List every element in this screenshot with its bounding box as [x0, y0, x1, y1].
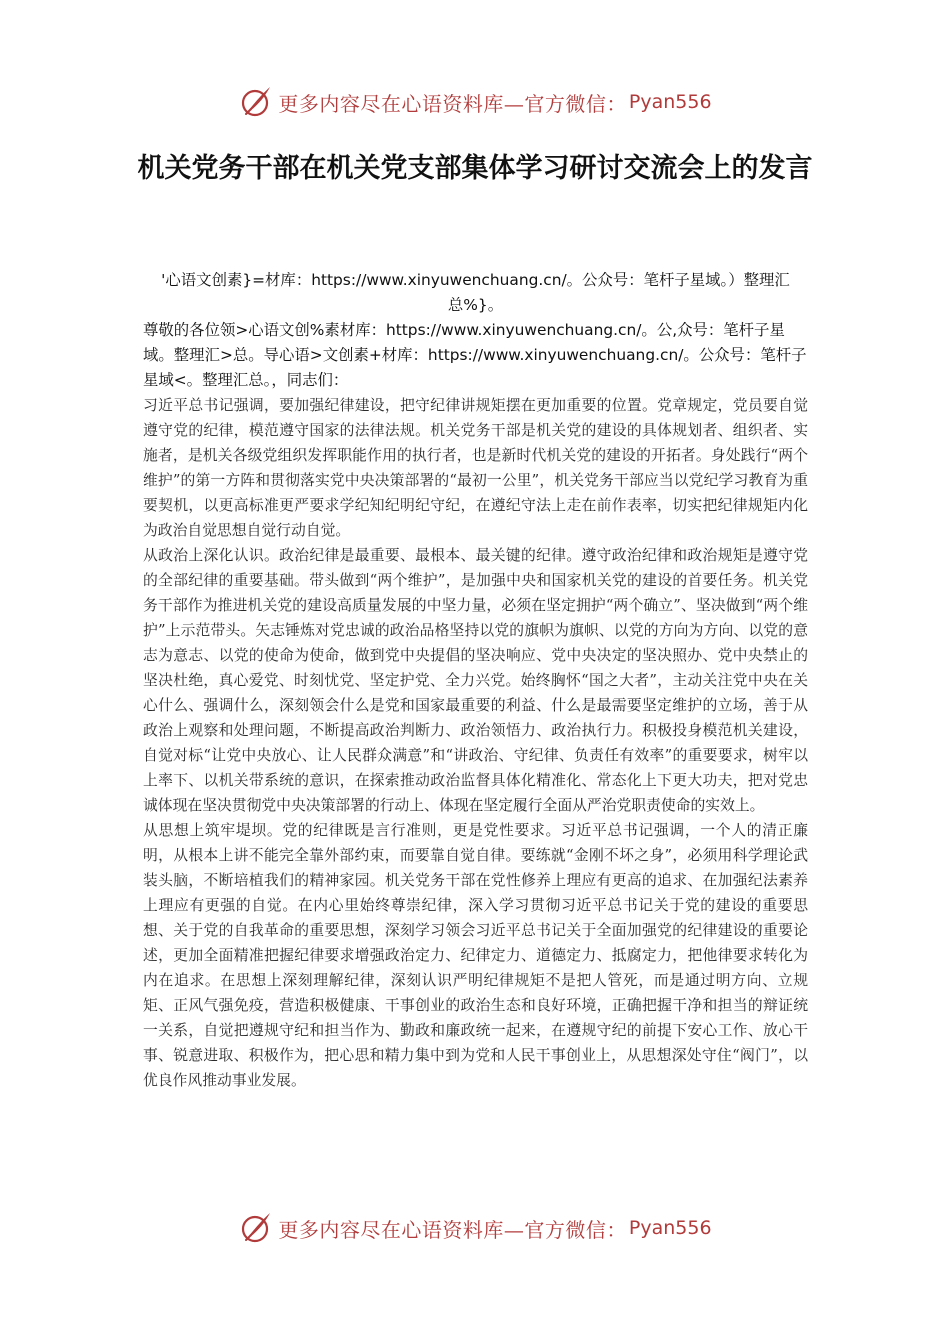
banner-wechat-id: Pyan556: [628, 1217, 712, 1239]
paragraph-intro: 习近平总书记强调，要加强纪律建设，把守纪律讲规矩摆在更加重要的位置。党章规定，党员要自觉遵守党的纪律，模范遵守国家的法律法规。机关党务干部是机关党的建设的具体规划者、组织者、实施者，是机关各级党组织发挥职能作用的执行者，也是新时代机关党的建设的开拓者。身处践行“两个维护”的第一方阵和贯彻落实党中央决策部署的“最初一公里”，机关党务干部应当以党纪学习教育为重要契机，以更高标准更严要求学纪知纪明纪守纪，在遵纪守法上走在前作表率，切实把纪律规矩内化为政治自觉思想自觉行动自觉。: [143, 397, 808, 539]
document-title: 机关党务干部在机关党支部集体学习研讨交流会上的发言: [137, 153, 813, 184]
banner-text: 更多内容尽在心语资料库—官方微信：: [278, 91, 627, 116]
banner-wechat-id: Pyan556: [628, 91, 712, 113]
banner-text: 更多内容尽在心语资料库—官方微信：: [278, 1217, 627, 1242]
paragraph-political: 从政治上深化认识。政治纪律是最重要、最根本、最关键的纪律。遵守政治纪律和政治规矩是遵守党的全部纪律的重要基础。带头做到“两个维护”，是加强中央和国家机关党的建设的首要任务。机关党务干部作为推进机关党的建设高质量发展的中坚力量，必须在坚定拥护“两个确立”、坚决做到“两个维护”上示范带头。矢志锤炼对党忠诚的政治品格坚持以党的旗帜为旗帜、以党的方向为方向、以党的意志为意志、以党的使命为使命，做到党中央提倡的坚决响应、党中央决定的坚决照办、党中央禁止的坚决杜绝，真心爱党、时刻忧党、坚定护党、全力兴党。始终胸怀“国之大者”，主动关注党中央在关心什么、强调什么，深刻领会什么是党和国家最重要的利益、什么是最需要坚定维护的立场，善于从政治上观察和处理问题，不断提高政治判断力、政治领悟力、政治执行力。积极投身模范机关建设，自觉对标“让党中央放心、让人民群众满意”和“讲政治、守纪律、负责任有效率”的重要要求，树牢以上率下、以机关带系统的意识，在探索推动政治监督具体化精准化、常态化上下更大功夫，把对党忠诚体现在坚决贯彻党中央决策部署的行动上、体现在坚定履行全面从严治党职责使命的实效上。: [143, 547, 808, 814]
source-note: '心语文创素}=材库：https://www.xinyuwenchuang.cn/。公众号：笔杆子星域。）整理汇总%}。: [161, 271, 790, 314]
footer-banner: [0, 1206, 950, 1250]
quill-logo-icon: [238, 1210, 274, 1246]
paragraph-ideological: 从思想上筑牢堤坝。党的纪律既是言行准则，更是党性要求。习近平总书记强调，一个人的清正廉明，从根本上讲不能完全靠外部约束，而要靠自觉自律。要练就“金刚不坏之身”，必须用科学理论武装头脑，不断培植我们的精神家园。机关党务干部在党性修养上理应有更高的追求、在加强纪法素养上理应有更强的自觉。在内心里始终尊崇纪律，深入学习贯彻习近平总书记关于党的建设的重要思想、关于党的自我革命的重要思想，深刻学习领会习近平总书记关于全面加强党的纪律建设的重要论述，更加全面精准把握纪律要求增强政治定力、纪律定力、道德定力、抵腐定力，把他律要求转化为内在追求。在思想上深刻理解纪律，深刻认识严明纪律规矩不是把人管死，而是通过明方向、立规矩、正风气强免疫，营造积极健康、干事创业的政治生态和良好环境，正确把握干净和担当的辩证统一关系，自觉把遵规守纪和担当作为、勤政和廉政统一起来，在遵规守纪的前提下安心工作、放心干事、锐意进取、积极作为，把心思和精力集中到为党和人民干事创业上，从思想深处守住“阀门”，以优良作风推动事业发展。: [143, 822, 808, 1089]
salutation: 尊敬的各位领>心语文创%素材库：https://www.xinyuwenchuang.cn/。公,众号：笔杆子星域。整理汇>总。导心语>文创素+材库：https://www.xinyuwenchuang.cn/。公众号：笔杆子星域<。整理汇总。，同志们：: [143, 321, 807, 389]
header-banner: [0, 80, 950, 124]
document-body: [143, 268, 808, 1093]
quill-logo-icon: [238, 84, 274, 120]
